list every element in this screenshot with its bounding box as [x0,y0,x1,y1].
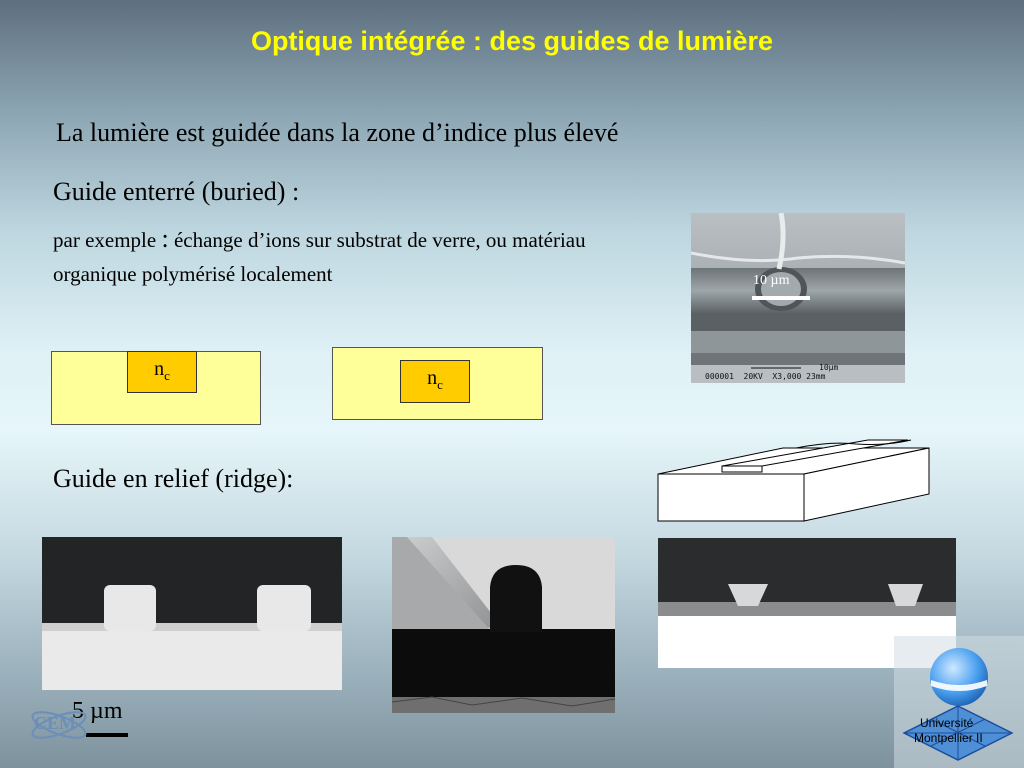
buried-heading: Guide enterré (buried) : [53,177,300,206]
sem-ridge-middle-image [392,537,615,713]
ridge-scale-bar [86,733,128,737]
ridge-heading: Guide en relief (ridge): [53,464,294,493]
example-body: échange d’ions sur substrat de verre, ou matériau organique polymérisé localement [53,228,586,286]
sem-ridge-left-image [42,537,342,690]
sem-buried-footer-scale: 10µm [819,363,839,372]
ridge-scale-label: 5 µm [72,698,123,724]
core-box-right [400,360,470,403]
example-colon: : [161,224,169,253]
buried-example-text [53,222,593,291]
cem-logo-text: CEM [34,713,76,733]
sem-buried-graphic [691,213,905,383]
university-globe-icon [928,646,990,708]
ridge-3d-diagram [656,438,936,528]
example-prefix: par exemple [53,228,157,252]
sem-buried-image [691,213,905,383]
sem-buried-footer: 000001 20KV X3,000 23mm [705,372,826,381]
sem-buried-scale-label: 10 µm [753,273,790,288]
university-name-line1: Université [920,716,974,730]
university-name-line2: Montpellier II [914,731,983,745]
core-label-n: n [427,367,438,389]
sem-ridge-left-graphic [42,537,342,690]
core-label-n: n [154,358,165,380]
core-label-sub: c [164,368,170,383]
intro-text: La lumière est guidée dans la zone d’indice plus élevé [56,118,619,147]
slide-title: Optique intégrée : des guides de lumière [250,26,774,56]
sem-ridge-middle-graphic [392,537,615,713]
core-label-sub: c [437,377,443,392]
core-box-left [127,351,197,393]
